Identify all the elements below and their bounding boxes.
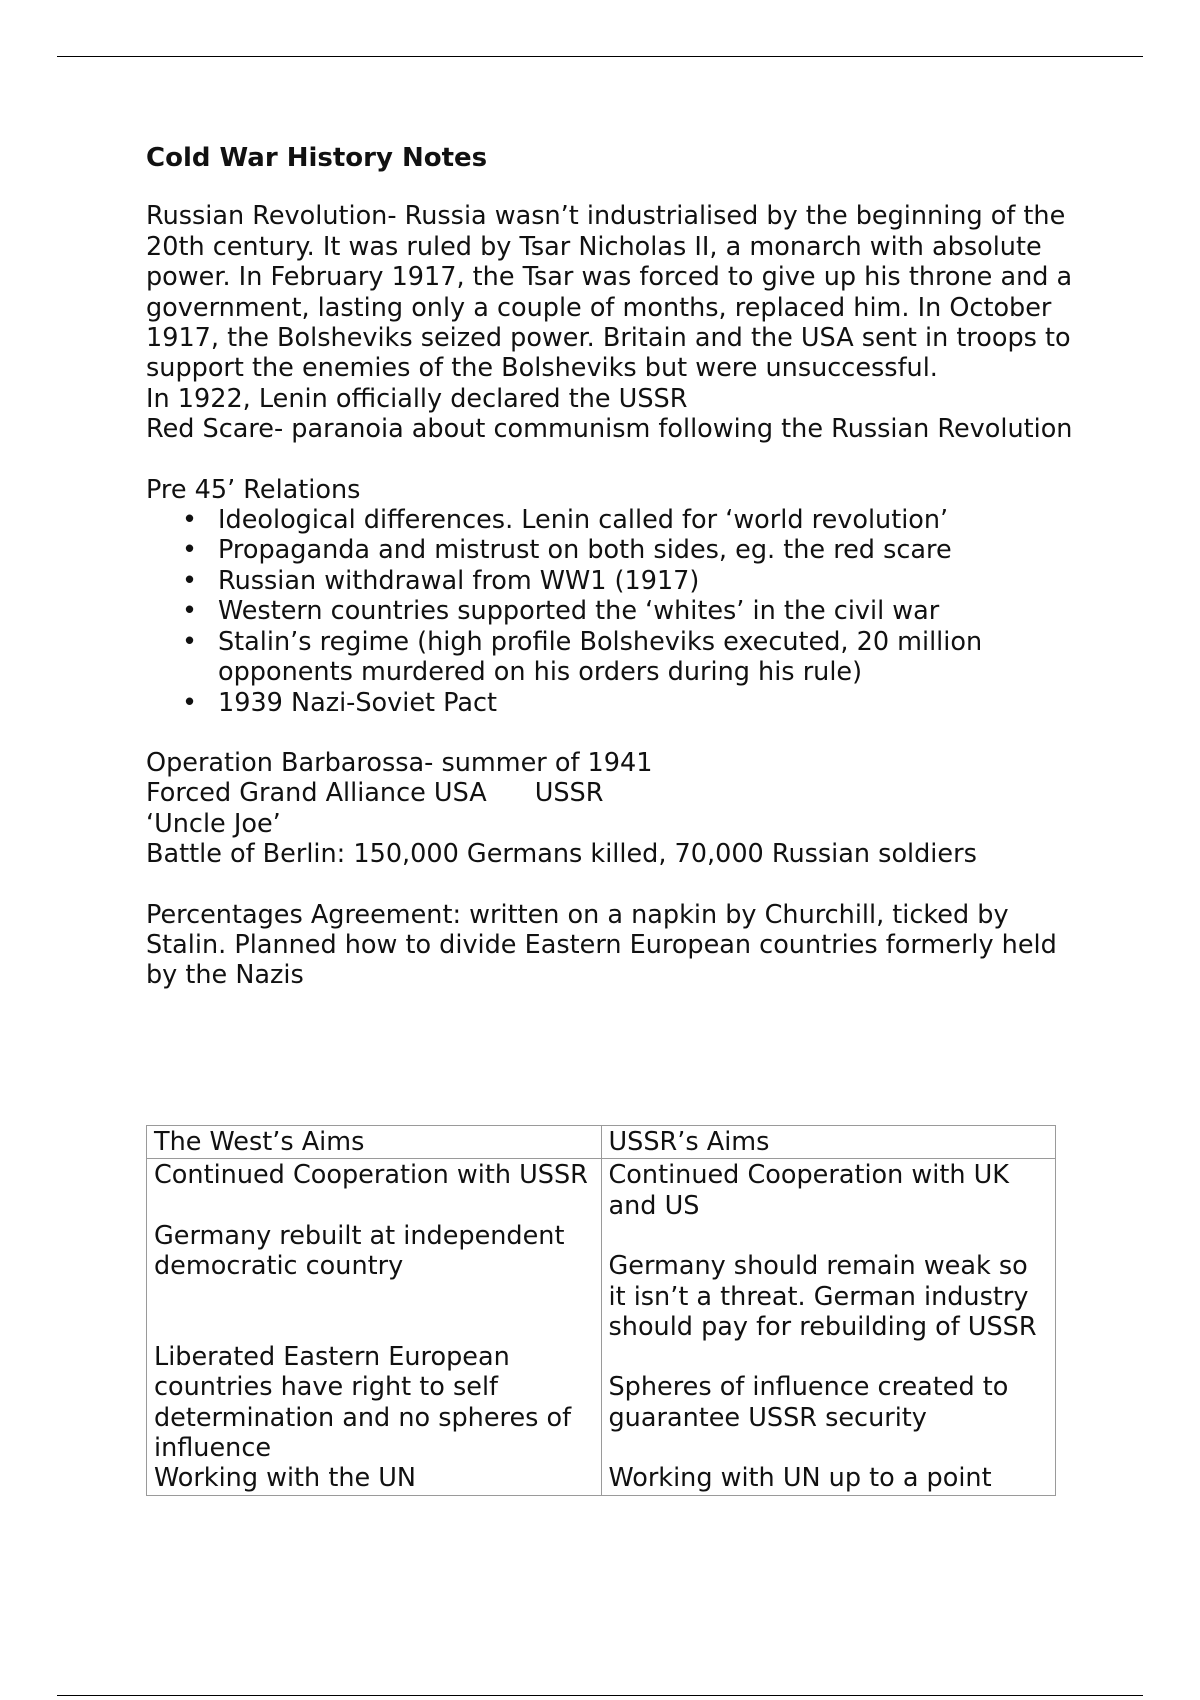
list-item	[182, 596, 1086, 627]
grand-alliance-left: Forced Grand Alliance USA	[146, 778, 487, 809]
ussr-spheres: Spheres of influence created to guarantee USSR security	[608, 1372, 1009, 1433]
bullet-icon: •	[182, 565, 198, 596]
bullet-icon: •	[182, 535, 198, 566]
list-item	[182, 505, 1086, 536]
west-germany: Germany rebuilt at independent democratic country	[154, 1220, 565, 1282]
list-item-text: Propaganda and mistrust on both sides, eg. the red scare	[218, 535, 952, 566]
bullet-icon: •	[182, 596, 198, 627]
spacer	[609, 1342, 1050, 1372]
list-item-text: Stalin’s regime (high profile Bolsheviks executed, 20 million opponents murdered on his orders during his rule)	[218, 626, 983, 688]
west-un: Working with the UN	[154, 1463, 417, 1494]
list-item-text: 1939 Nazi-Soviet Pact	[218, 687, 498, 718]
column-header-ussr: USSR’s Aims	[601, 1126, 1056, 1159]
ussr-declared-line: In 1922, Lenin officially declared the USSR	[146, 383, 688, 414]
spacer	[609, 1221, 1050, 1251]
pre45-heading: Pre 45’ Relations	[146, 474, 361, 505]
percentages-paragraph: Percentages Agreement: written on a napkin by Churchill, ticked by Stalin. Planned how to divide Eastern European countries formerly held by the Nazis	[146, 899, 1057, 991]
red-scare-line: Red Scare- paranoia about communism following the Russian Revolution	[146, 414, 1073, 445]
uncle-joe-line: ‘Uncle Joe’	[146, 808, 281, 839]
grand-alliance-line	[146, 778, 1086, 808]
revolution-paragraph: Russian Revolution- Russia wasn’t industrialised by the beginning of the 20th century. It was ruled by Tsar Nicholas II, a monarch with absolute power. In February 1917, the Tsar was forced to give up his throne and a government, lasting only a couple of months, replaced him. In October 1917, the Bolsheviks seized power. Britain and the USA sent in troops to support the enemies of the Bolsheviks but were unsuccessful.	[146, 201, 1073, 384]
ussr-un: Working with UN up to a point	[608, 1463, 992, 1494]
top-rule	[57, 56, 1143, 57]
west-aims-cell	[147, 1159, 602, 1495]
list-item-text: Russian withdrawal from WW1 (1917)	[218, 565, 700, 596]
list-item	[182, 626, 1086, 688]
list-item-text: Ideological differences. Lenin called for ‘world revolution’	[218, 505, 949, 536]
berlin-line: Battle of Berlin: 150,000 Germans killed, 70,000 Russian soldiers	[146, 839, 977, 870]
table-row	[147, 1159, 1056, 1495]
list-item	[182, 535, 1086, 566]
spacer	[146, 718, 1086, 748]
spacer	[146, 445, 1086, 475]
pre45-list	[146, 505, 1086, 718]
bottom-rule	[57, 1695, 1143, 1696]
list-item	[182, 687, 1086, 718]
bullet-icon: •	[182, 505, 198, 536]
spacer	[146, 870, 1086, 900]
list-item	[182, 565, 1086, 596]
barbarossa-line: Operation Barbarossa- summer of 1941	[146, 747, 653, 778]
notes-body	[146, 143, 1086, 991]
ussr-cooperation: Continued Cooperation with UK and US	[608, 1160, 1009, 1221]
west-eastern-europe: Liberated Eastern European countries have right to self determination and no spheres of influence	[154, 1341, 572, 1464]
spacer	[154, 1191, 595, 1221]
bullet-icon: •	[182, 626, 198, 657]
page-title: Cold War History Notes	[146, 143, 488, 173]
aims-table	[146, 1125, 1056, 1496]
ussr-aims-cell	[601, 1159, 1056, 1495]
grand-alliance-right: USSR	[534, 778, 604, 809]
spacer	[609, 1433, 1050, 1463]
column-header-west: The West’s Aims	[147, 1126, 602, 1159]
ussr-germany: Germany should remain weak so it isn’t a threat. German industry should pay for rebuilding of USSR	[608, 1251, 1037, 1343]
west-cooperation: Continued Cooperation with USSR	[154, 1160, 588, 1191]
list-item-text: Western countries supported the ‘whites’ in the civil war	[218, 596, 940, 627]
table-header-row	[147, 1126, 1056, 1159]
bullet-icon: •	[182, 687, 198, 718]
